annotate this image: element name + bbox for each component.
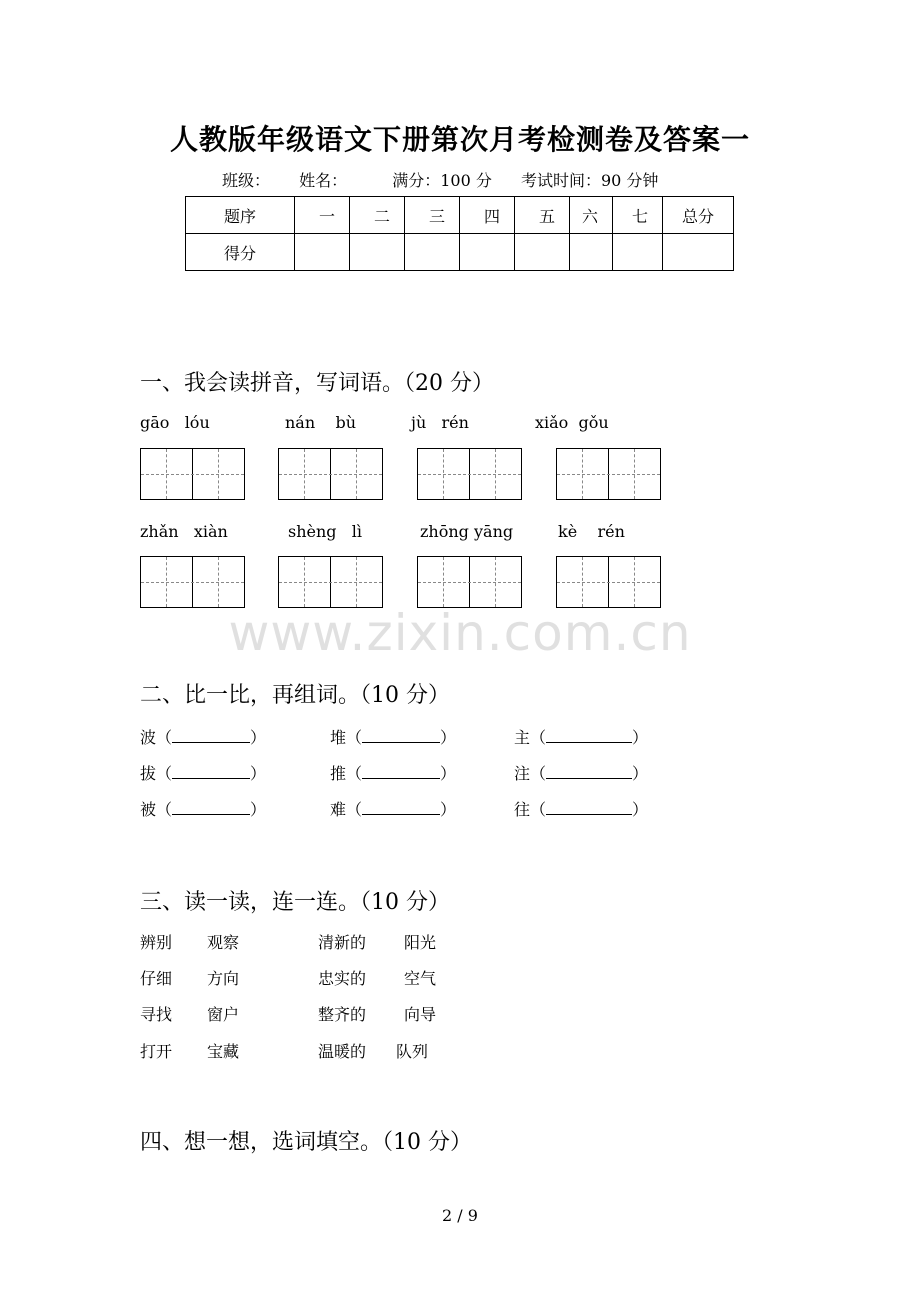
word-build-item — [514, 761, 648, 784]
full-score-label: 满分：100 分 — [392, 171, 492, 190]
pinyin-label — [140, 413, 210, 432]
pinyin-syllable: bù — [335, 413, 357, 432]
word-build-char: 波 — [140, 728, 157, 747]
score-input-cell[interactable] — [613, 234, 663, 271]
score-header-cell: 题序 — [186, 197, 295, 234]
pinyin-syllable: nán — [285, 413, 316, 432]
match-word[interactable]: 观察 — [207, 933, 240, 952]
match-word[interactable]: 队列 — [396, 1042, 429, 1061]
open-paren: （ — [530, 800, 547, 819]
close-paren: ） — [250, 728, 267, 747]
writing-grid[interactable] — [278, 556, 383, 608]
writing-grid[interactable] — [556, 556, 661, 608]
pinyin-syllable: lì — [351, 522, 363, 541]
score-input-cell[interactable] — [663, 234, 734, 271]
score-row-label: 得分 — [186, 234, 295, 271]
close-paren: ） — [440, 728, 457, 747]
writing-grid[interactable] — [140, 448, 245, 500]
score-input-cell[interactable] — [460, 234, 515, 271]
pinyin-label — [288, 522, 362, 541]
answer-blank[interactable] — [546, 726, 632, 743]
watermark: www.zixin.com.cn — [228, 604, 692, 662]
exam-info — [222, 168, 682, 191]
score-table — [185, 196, 734, 271]
match-word[interactable]: 仔细 — [140, 969, 173, 988]
word-build-char: 难 — [330, 800, 347, 819]
page-title: 人教版年级语文下册第次月考检测卷及答案一 — [169, 123, 750, 156]
pinyin-syllable: rén — [441, 413, 469, 432]
match-word[interactable]: 打开 — [140, 1042, 173, 1061]
match-word[interactable]: 温暖的 — [318, 1042, 367, 1061]
close-paren: ） — [632, 764, 649, 783]
score-header-cell: 七 — [613, 197, 663, 234]
close-paren: ） — [440, 764, 457, 783]
match-word[interactable]: 忠实的 — [318, 969, 367, 988]
pinyin-label — [420, 522, 513, 541]
writing-grid[interactable] — [417, 556, 522, 608]
score-header-cell: 三 — [405, 197, 460, 234]
pinyin-syllable: xiàn — [193, 522, 228, 541]
pinyin-label — [535, 413, 609, 432]
answer-blank[interactable] — [546, 798, 632, 815]
match-word[interactable]: 空气 — [404, 969, 437, 988]
match-word[interactable]: 向导 — [404, 1005, 437, 1024]
open-paren: （ — [346, 728, 363, 747]
close-paren: ） — [632, 728, 649, 747]
pinyin-syllable: xiǎo — [535, 413, 569, 432]
writing-grid[interactable] — [556, 448, 661, 500]
pinyin-syllable: kè — [558, 522, 578, 541]
score-header-cell: 五 — [515, 197, 570, 234]
open-paren: （ — [530, 728, 547, 747]
class-label: 班级： — [222, 171, 271, 190]
pinyin-syllable: lóu — [184, 413, 210, 432]
score-header-cell: 四 — [460, 197, 515, 234]
section1-heading: 一、我会读拼音，写词语。（20 分） — [140, 371, 494, 396]
word-build-item — [330, 761, 456, 784]
open-paren: （ — [346, 764, 363, 783]
answer-blank[interactable] — [362, 762, 440, 779]
match-word[interactable]: 窗户 — [207, 1005, 240, 1024]
word-build-item — [140, 725, 266, 748]
answer-blank[interactable] — [172, 726, 250, 743]
section2-heading: 二、比一比，再组词。（10 分） — [140, 683, 450, 708]
pinyin-syllable: gǒu — [578, 413, 609, 432]
score-table-score-row — [186, 234, 734, 271]
word-build-char: 堆 — [330, 728, 347, 747]
word-build-char: 被 — [140, 800, 157, 819]
score-table-header-row — [186, 197, 734, 234]
pinyin-syllable: yāng — [474, 522, 514, 541]
score-header-cell: 六 — [570, 197, 613, 234]
match-word[interactable]: 宝藏 — [207, 1042, 240, 1061]
answer-blank[interactable] — [172, 762, 250, 779]
answer-blank[interactable] — [362, 798, 440, 815]
word-build-item — [330, 725, 456, 748]
pinyin-syllable: zhōng — [420, 522, 469, 541]
word-build-char: 主 — [514, 728, 531, 747]
match-word[interactable]: 清新的 — [318, 933, 367, 952]
pinyin-syllable: zhǎn — [140, 522, 179, 541]
word-build-item — [140, 797, 266, 820]
pinyin-syllable: gāo — [140, 413, 170, 432]
pinyin-label — [558, 522, 625, 541]
section3-heading: 三、读一读，连一连。（10 分） — [140, 890, 450, 915]
pinyin-label — [285, 413, 356, 432]
open-paren: （ — [156, 800, 173, 819]
open-paren: （ — [530, 764, 547, 783]
writing-grid[interactable] — [278, 448, 383, 500]
answer-blank[interactable] — [362, 726, 440, 743]
open-paren: （ — [156, 728, 173, 747]
match-word[interactable]: 整齐的 — [318, 1005, 367, 1024]
word-build-char: 拔 — [140, 764, 157, 783]
name-label: 姓名： — [299, 171, 348, 190]
match-word[interactable]: 方向 — [207, 969, 240, 988]
close-paren: ） — [250, 764, 267, 783]
score-input-cell[interactable] — [405, 234, 460, 271]
close-paren: ） — [632, 800, 649, 819]
answer-blank[interactable] — [546, 762, 632, 779]
word-build-char: 推 — [330, 764, 347, 783]
score-input-cell[interactable] — [570, 234, 613, 271]
score-header-cell: 二 — [350, 197, 405, 234]
section4-heading: 四、想一想，选词填空。（10 分） — [140, 1130, 472, 1155]
match-word[interactable]: 辨别 — [140, 933, 173, 952]
pinyin-syllable: rén — [597, 522, 625, 541]
score-input-cell[interactable] — [295, 234, 350, 271]
word-build-item — [514, 797, 648, 820]
score-header-cell: 一 — [295, 197, 350, 234]
score-input-cell[interactable] — [350, 234, 405, 271]
word-build-item — [514, 725, 648, 748]
open-paren: （ — [346, 800, 363, 819]
pinyin-syllable: jù — [411, 413, 427, 432]
writing-grid[interactable] — [140, 556, 245, 608]
answer-blank[interactable] — [172, 798, 250, 815]
page-number: 2 / 9 — [442, 1206, 478, 1225]
match-word[interactable]: 寻找 — [140, 1005, 173, 1024]
exam-time-label: 考试时间：90 分钟 — [520, 171, 659, 190]
writing-grid[interactable] — [417, 448, 522, 500]
close-paren: ） — [440, 800, 457, 819]
close-paren: ） — [250, 800, 267, 819]
match-word[interactable]: 阳光 — [404, 933, 437, 952]
score-header-cell: 总分 — [663, 197, 734, 234]
word-build-item — [140, 761, 266, 784]
pinyin-label — [411, 413, 469, 432]
word-build-item — [330, 797, 456, 820]
open-paren: （ — [156, 764, 173, 783]
word-build-char: 注 — [514, 764, 531, 783]
score-input-cell[interactable] — [515, 234, 570, 271]
pinyin-syllable: shèng — [288, 522, 337, 541]
pinyin-label — [140, 522, 228, 541]
word-build-char: 往 — [514, 800, 531, 819]
